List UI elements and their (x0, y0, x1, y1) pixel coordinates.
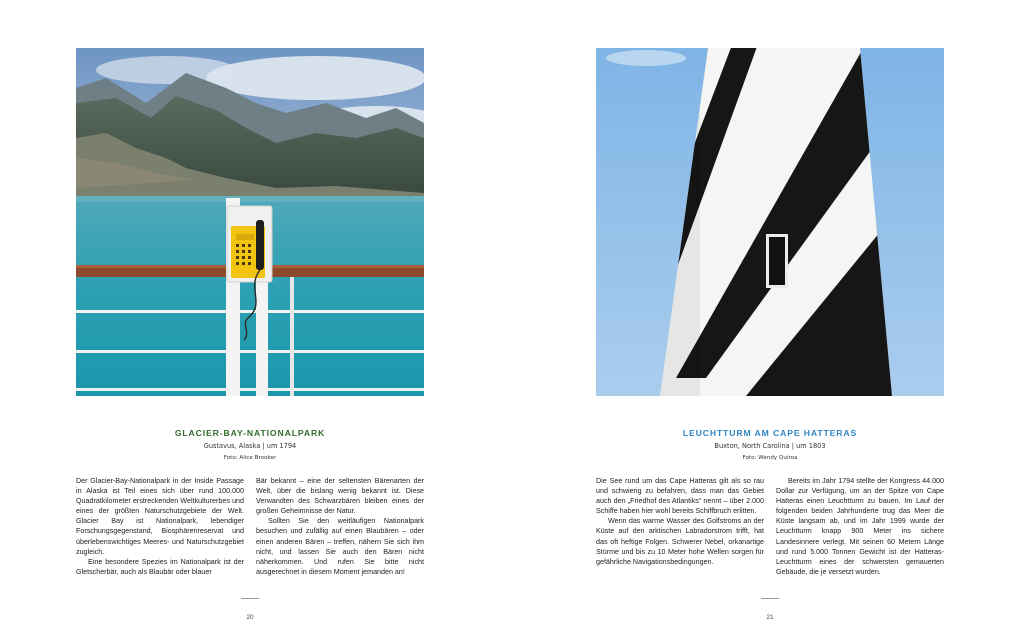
page-number-label: 21 (766, 614, 774, 621)
text-column-1 (596, 476, 764, 577)
text-column-2 (776, 476, 944, 577)
paragraph: Eine besondere Spezies im Nationalpark ist der Gletscherbär, auch als Blaubär oder blauer (76, 557, 244, 576)
folio-rule (241, 598, 259, 599)
caption-title: GLACIER-BAY-NATIONALPARK (174, 428, 326, 438)
cape-hatteras-photo (596, 48, 944, 396)
text-column-2 (256, 476, 424, 577)
glacier-bay-photo (76, 48, 424, 396)
folio-rule (761, 598, 779, 599)
paragraph: Wenn das warme Wasser des Golfstroms an der Küste auf den arktischen Labradorstrom trifft, hat das oft heftige Folgen. Schwerer Nebel, orkanartige Stürme und bis zu 10 Meter hohe Wellen sorgen für gefährliche Navigationsbedingungen. (596, 517, 764, 566)
caption-subtitle: Gustavus, Alaska | um 1794 (203, 442, 297, 450)
page-number (230, 598, 270, 623)
right-page (510, 0, 1020, 635)
page-number-label: 20 (246, 614, 254, 621)
page-number (750, 598, 790, 623)
glacier-bay-illustration (76, 48, 424, 396)
caption-subtitle: Buxton, North Carolina | um 1803 (714, 442, 826, 450)
photo-credit: Foto: Wendy Quiroa (742, 455, 798, 461)
paragraph: Bär bekannt – eine der seltensten Bärenarten der Welt, über die bislang wenig bekannt ist. Diese Verwandten des Schwarzbären bleiben eines der großen Geheimnisse der Natur. (256, 477, 424, 516)
caption-title: LEUCHTTURM AM CAPE HATTERAS (682, 428, 858, 438)
glacier-bay-caption (76, 428, 424, 462)
paragraph: Der Glacier-Bay-Nationalpark in der Inside Passage in Alaska ist Teil eines sich über rund 100.000 Quadratkilometer erstreckenden Weltkulturerbes und eines der größten Naturschutzgebiete der Welt. Glacier Bay ist Nationalpark, lebendiger Forschungsgegenstand, Biosphärenreservat und überlebenswichtiges Meeres- und Naturschutzgebiet zugleich. (76, 477, 244, 556)
paragraph: Die See rund um das Cape Hatteras gilt als so rau und schwierig zu befahren, dass man das Gebiet auch den „Friedhof des Atlantiks“ nennt – über 2.000 Schiffe haben hier wohl bereits Schiffbruch erlitten. (596, 477, 764, 516)
text-column-1 (76, 476, 244, 577)
paragraph: Bereits im Jahr 1794 stellte der Kongress 44.000 Dollar zur Verfügung, um an der Spitze von Cape Hatteras einen Leuchtturm zu bauen. Im Lauf der folgenden beiden Jahrhunderte trug das Meer die Küste langsam ab, und im Jahr 1999 wurde der Leuchtturm knapp 900 Meter ins sichere Landesinnere verlegt. Mit seinen 60 Metern Länge und rund 5.000 Tonnen Gewicht ist der Hatteras-Leuchtturm eines der schwersten gemauerten Gebäude, die je versetzt wurden. (776, 477, 944, 576)
lighthouse-illustration (596, 48, 944, 396)
article-columns (76, 476, 424, 577)
paragraph: Sollten Sie den weitläufigen Nationalpark besuchen und zufällig auf einen Blaubären – oder einen anderen Bären – treffen, nähern Sie sich ihm nicht, und lassen Sie auch den Bären nicht näherkommen. Und rufen Sie bitte nicht ausgerechnet in diesem Moment jemanden an! (256, 517, 424, 576)
cape-hatteras-caption (596, 428, 944, 462)
photo-credit: Foto: Alice Brooker (223, 455, 277, 461)
article-columns (596, 476, 944, 577)
